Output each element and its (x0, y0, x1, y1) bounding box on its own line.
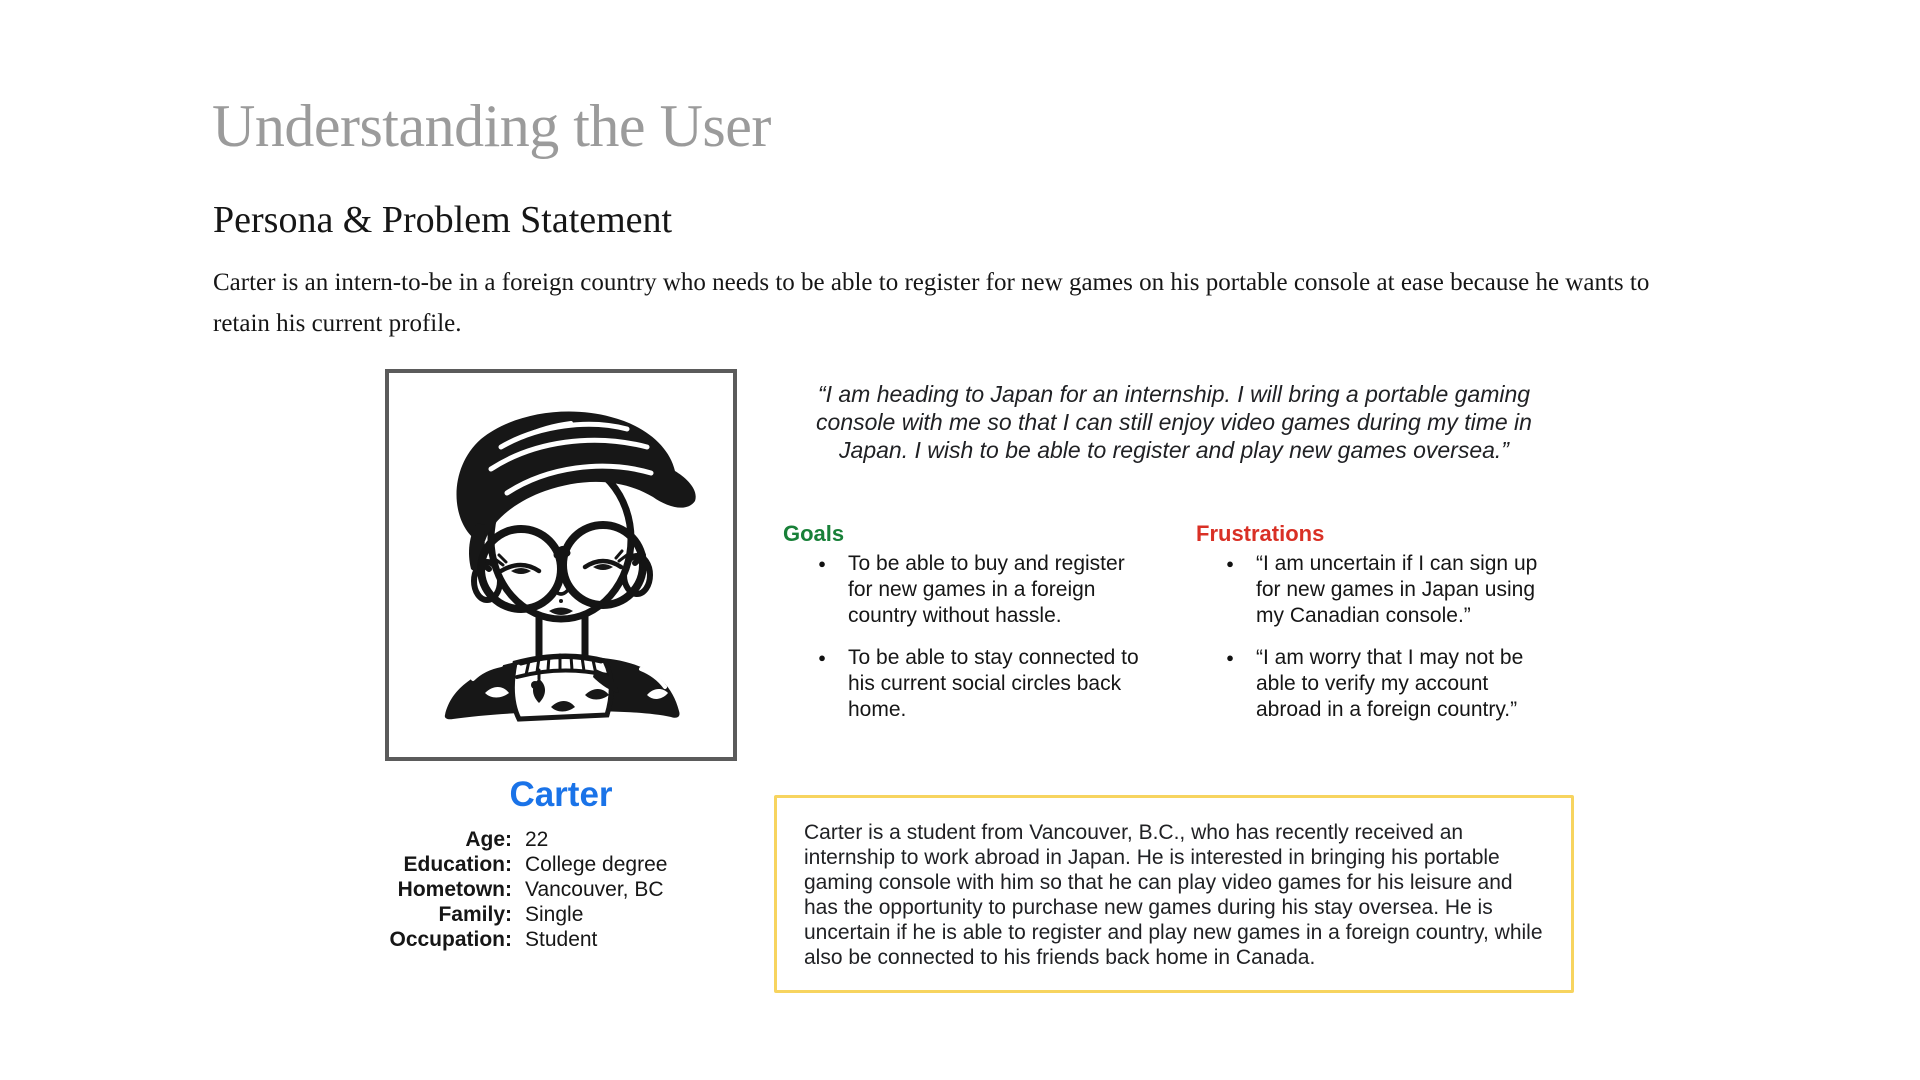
persona-avatar-illustration (389, 373, 733, 757)
detail-value: College degree (525, 853, 668, 876)
detail-value: 22 (525, 828, 549, 851)
persona-quote: “I am heading to Japan for an internship. I will bring a portable gaming console with me so that I can still enjoy video games during my time in Japan. I wish to be able to register and play new games oversea.” (816, 381, 1532, 463)
persona-name: Carter (509, 775, 613, 814)
frustrations-heading: Frustrations (1196, 521, 1325, 546)
goal-item (796, 551, 1148, 629)
persona-portrait-frame (385, 369, 737, 761)
frustration-text: “I am worry that I may not be able to verify my account abroad in a foreign country.” (1256, 646, 1524, 721)
page-title: Understanding the User (212, 93, 771, 159)
goal-text: To be able to buy and register for new games in a foreign country without hassle. (848, 552, 1125, 627)
summary-text: Carter is a student from Vancouver, B.C., who has recently received an internship to work abroad in Japan. He is interested in bringing his portable gaming console with him so that he can play video games for his leisure and has the opportunity to purchase new games during his stay oversea. He is uncertain if he is able to register and play new games in a foreign country, while also be connected to his friends back home in Canada. (804, 821, 1543, 969)
detail-label: Family: (438, 903, 512, 926)
bullet-icon: ● (818, 556, 826, 571)
detail-value: Single (525, 903, 584, 926)
detail-label: Age: (465, 828, 512, 851)
detail-label: Hometown: (397, 878, 512, 901)
frustration-item (1204, 645, 1556, 723)
persona-details (300, 829, 667, 951)
bullet-icon: ● (818, 650, 826, 665)
detail-value: Student (525, 928, 598, 951)
goal-text: To be able to stay connected to his current social circles back home. (848, 646, 1139, 721)
bullet-icon: ● (1226, 556, 1234, 571)
frustration-text: “I am uncertain if I can sign up for new games in Japan using my Canadian console.” (1256, 552, 1538, 627)
frustration-item (1204, 551, 1556, 629)
summary-box (774, 795, 1574, 993)
detail-label: Education: (403, 853, 512, 876)
goals-list (796, 551, 1148, 739)
goal-item (796, 645, 1148, 723)
goals-heading: Goals (783, 521, 845, 546)
bullet-icon: ● (1226, 650, 1234, 665)
problem-statement: Carter is an intern-to-be in a foreign country who needs to be able to register for new games on his portable console at ease because he wants to retain his current profile. (213, 269, 1650, 337)
frustrations-list (1204, 551, 1556, 739)
detail-label: Occupation: (389, 928, 512, 951)
detail-value: Vancouver, BC (525, 878, 664, 901)
section-subtitle: Persona & Problem Statement (213, 199, 673, 241)
